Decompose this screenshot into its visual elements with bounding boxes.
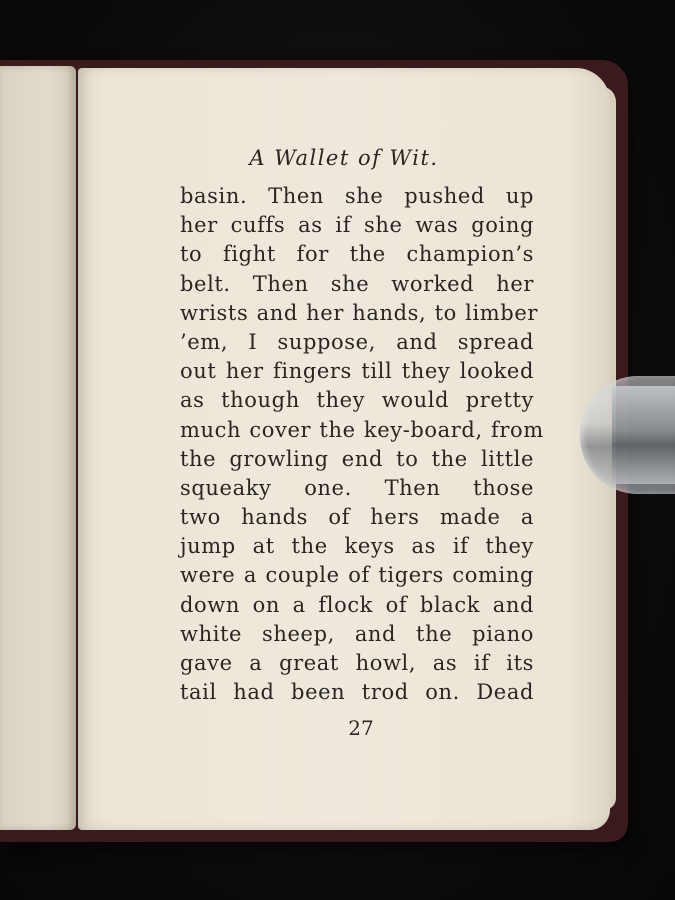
text-line: wrists and her hands, to limber [180,300,538,325]
text-line: down on a flock of black and [180,592,534,617]
text-line: the growling end to the little [180,446,534,471]
text-line: much cover the key-board, from [180,417,544,442]
text-line: basin. Then she pushed up [180,184,534,208]
text-line: tail had been trod on. Dead [180,680,534,705]
running-head: A Wallet of Wit. [249,146,439,170]
text-line: gave a great howl, as if its [180,651,534,675]
body-text [180,182,544,707]
text-line: her cuffs as if she was going [180,213,534,238]
text-line: belt. Then she worked her [180,271,534,296]
text-line: two hands of hers made a [180,505,534,530]
text-line: to fight for the champion’s [180,242,534,267]
left-page [0,66,76,830]
page-number: 27 [348,716,374,740]
text-line: out her fingers till they looked [180,359,534,384]
text-line: were a couple of tigers coming [180,563,534,588]
text-line: squeaky one. Then those [180,475,534,500]
text-line: as though they would pretty [180,388,534,413]
text-line: white sheep, and the piano [180,621,534,646]
page-clip-inner [612,386,675,484]
text-line: ’em, I suppose, and spread [180,329,534,354]
text-line: jump at the keys as if they [180,534,534,559]
